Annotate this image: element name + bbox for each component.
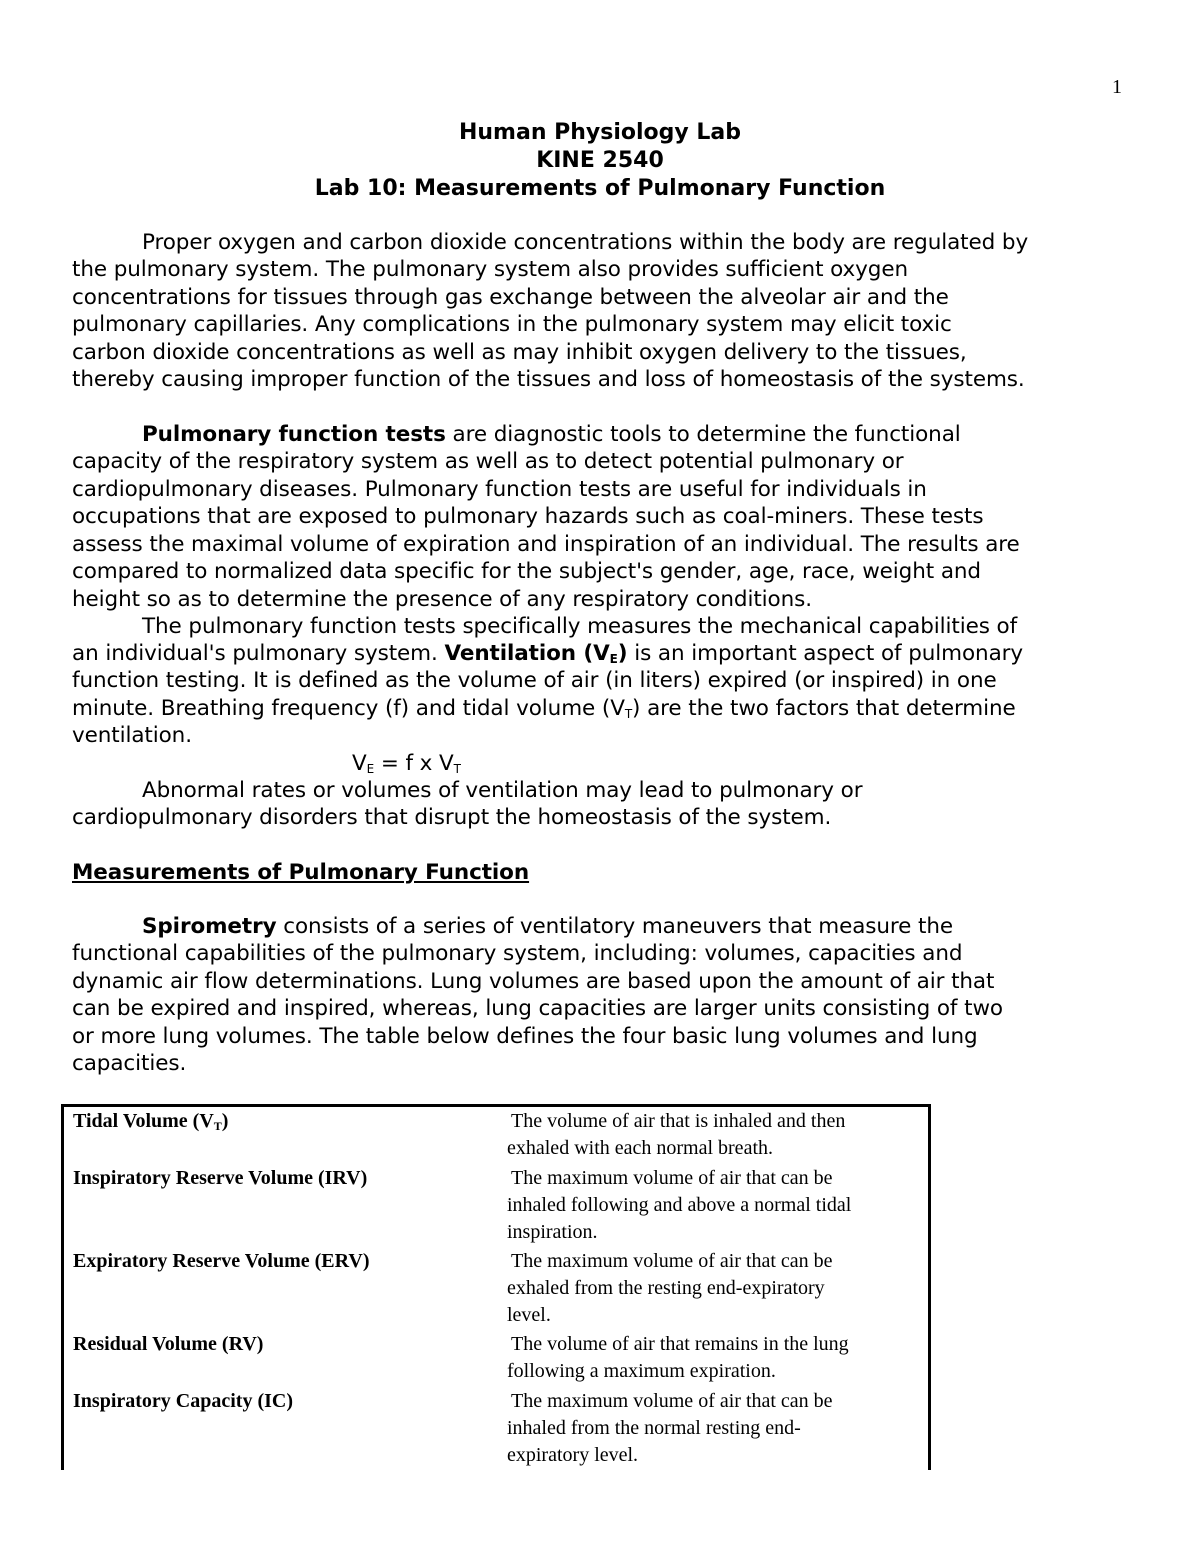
- lab-title: Lab 10: Measurements of Pulmonary Function: [314, 176, 886, 201]
- vent-line-3: function testing. It is defined as the volume of air (in liters) expired (or inspired) in one: [72, 668, 997, 693]
- intro-line-4: pulmonary capillaries. Any complications in the pulmonary system may elicit toxic: [72, 312, 952, 337]
- table-right-border: [928, 1104, 931, 1470]
- page-number: 1: [1112, 76, 1122, 98]
- vent-line-1: The pulmonary function tests specifically measures the mechanical capabilities of: [142, 614, 1018, 639]
- table-row-definition: The maximum volume of air that can be exhaled from the resting end-expiratory level.: [507, 1250, 833, 1326]
- table-row-definition: The maximum volume of air that can be inhaled from the normal resting end- expiratory level.: [507, 1390, 833, 1466]
- intro-line-5: carbon dioxide concentrations as well as may inhibit oxygen delivery to the tissues,: [72, 340, 967, 365]
- pft-line-3: cardiopulmonary diseases. Pulmonary function tests are useful for individuals in: [72, 477, 927, 502]
- table-row-term: Inspiratory Capacity (IC): [73, 1390, 293, 1412]
- spiro-line-4: can be expired and inspired, whereas, lung capacities are larger units consisting of two: [72, 996, 1003, 1021]
- vent-line-2-post: is an important aspect of pulmonary: [627, 641, 1024, 666]
- intro-line-2: the pulmonary system. The pulmonary system also provides sufficient oxygen: [72, 257, 908, 282]
- pft-line-6: compared to normalized data specific for the subject's gender, age, race, weight and: [72, 559, 981, 584]
- table-row-term: Tidal Volume $(V_T)$: [73, 1110, 229, 1133]
- spiro-line-5: or more lung volumes. The table below defines the four basic lung volumes and lung: [72, 1024, 978, 1049]
- table-row-term: Expiratory Reserve Volume (ERV): [73, 1250, 370, 1272]
- pft-line-1: [142, 422, 961, 447]
- intro-line-3: concentrations for tissues through gas exchange between the alveolar air and the: [72, 285, 949, 310]
- ventilation-formula: $V_E = f$ x $V_T$: [352, 751, 461, 776]
- table-row-term: Inspiratory Reserve Volume (IRV): [73, 1167, 368, 1189]
- table-row-definition: The maximum volume of air that can be inhaled following and above a normal tidal inspiration.: [507, 1167, 852, 1243]
- table-left-border: [61, 1104, 64, 1470]
- spiro-line-6: capacities.: [72, 1051, 187, 1076]
- course-code: KINE 2540: [536, 148, 664, 173]
- table-row-term: Residual Volume (RV): [73, 1333, 264, 1355]
- vent-line-2: [72, 641, 1023, 666]
- spiro-line-2: functional capabilities of the pulmonary system, including: volumes, capacities and: [72, 941, 963, 966]
- vent-line-2-pre: an individual's pulmonary system.: [72, 641, 445, 666]
- table-top-border-left: [61, 1104, 493, 1107]
- course-title: Human Physiology Lab: [458, 120, 742, 145]
- intro-line-1: Proper oxygen and carbon dioxide concentrations within the body are regulated by: [142, 230, 1029, 255]
- intro-line-6: thereby causing improper function of the tissues and loss of homeostasis of the systems.: [72, 367, 1025, 392]
- pft-line-1-text: are diagnostic tools to determine the functional: [445, 422, 961, 447]
- pft-line-4: occupations that are exposed to pulmonary hazards such as coal-miners. These tests: [72, 504, 984, 529]
- table-top-border-right: [493, 1104, 931, 1107]
- pft-line-5: assess the maximal volume of expiration and inspiration of an individual. The results are: [72, 532, 1020, 557]
- pft-line-2: capacity of the respiratory system as well as to detect potential pulmonary or: [72, 449, 904, 474]
- table-row-definition: The volume of air that is inhaled and then exhaled with each normal breath.: [507, 1110, 846, 1159]
- table-row-definition: The volume of air that remains in the lung following a maximum expiration.: [507, 1333, 849, 1382]
- ventilation-term: Ventilation $(V_E)$: [444, 641, 628, 666]
- abnormal-line-2: cardiopulmonary disorders that disrupt the homeostasis of the system.: [72, 805, 832, 830]
- pft-term: Pulmonary function tests: [142, 422, 446, 447]
- abnormal-line-1: Abnormal rates or volumes of ventilation may lead to pulmonary or: [142, 778, 863, 803]
- spiro-line-1: Spirometry consists of a series of ventilatory maneuvers that measure the: [142, 914, 954, 939]
- spiro-line-3: dynamic air flow determinations. Lung volumes are based upon the amount of air that: [72, 969, 995, 994]
- vent-line-4: minute. Breathing frequency (f) and tidal volume $(V_T)$ are the two factors that determine: [72, 696, 1016, 721]
- spirometry-term: Spirometry: [142, 914, 277, 939]
- section-heading: Measurements of Pulmonary Function: [72, 860, 530, 885]
- pft-line-7: height so as to determine the presence of any respiratory conditions.: [72, 587, 812, 612]
- vent-line-5: ventilation.: [72, 723, 192, 748]
